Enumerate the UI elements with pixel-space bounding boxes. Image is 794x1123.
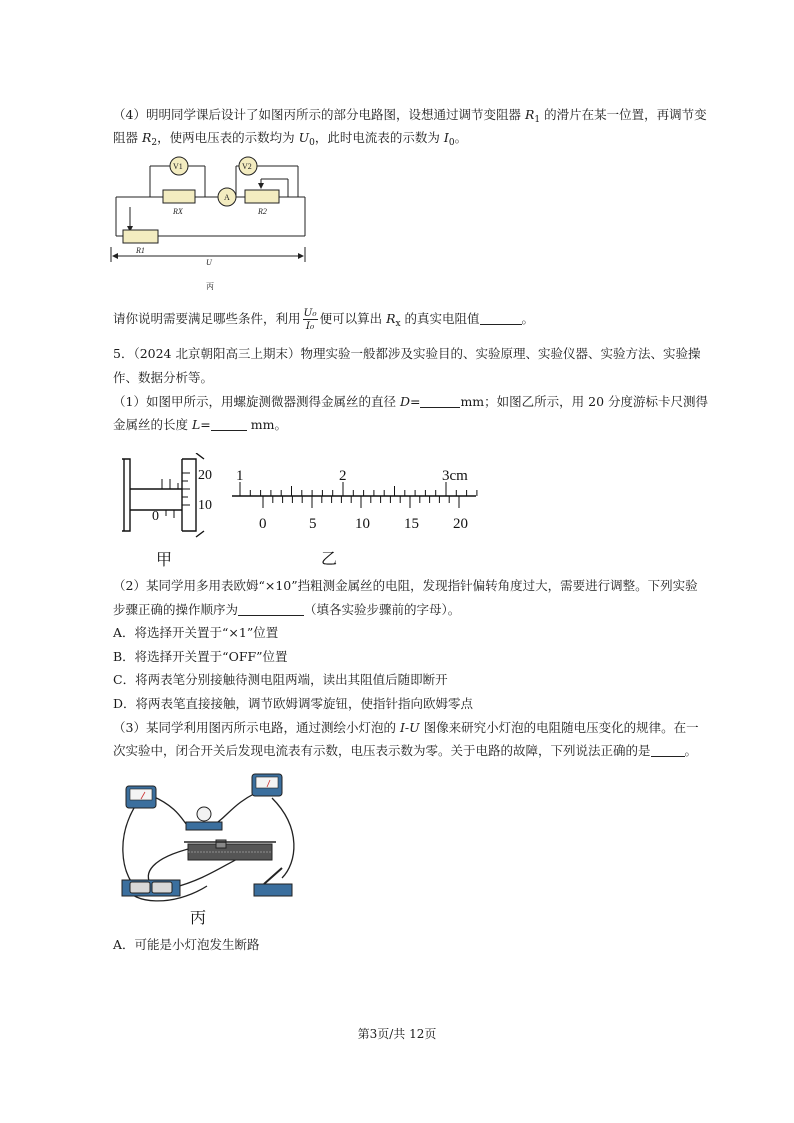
q5-part2-line2: 步骤正确的操作顺序为 （填各实验步骤前的字母）。 [113,602,461,617]
q4-line3: 请你说明需要满足哪些条件，利用 $\frac{\text{U₀}}{\text{I₀}}$ 便可以算出 $R_x$ 的真实电阻值 。 [113,307,535,332]
v1-label: V1 [173,162,183,171]
micrometer-tick-10: 10 [198,498,212,513]
u-label: U [206,258,212,267]
q5-part1-line2: 金属丝的长度 L= mm。 [113,417,287,432]
q4-line1: （4）明明同学课后设计了如图丙所示的部分电路图，设想通过调节变阻器 $R_1$ 的滑片在某一位置，再调节变 [113,107,707,125]
answer-blank-l[interactable] [211,418,247,431]
option-a-part3: A．可能是小灯泡发生断路 [113,937,260,952]
answer-blank-order[interactable] [238,603,304,616]
voltmeter-device [252,774,282,796]
q5-header-line1: 5．（2024 北京朝阳高三上期末）物理实验一般都涉及实验目的、实验原理、实验仪器、实验方法、实验操 [113,346,701,361]
caliper-vernier-label-20: 20 [453,516,468,532]
lamp-device [186,807,222,830]
caliper-main-label-3cm: 3cm [442,468,468,484]
ammeter-label: A [224,193,230,202]
q5-part2-line1: （2）某同学用多用表欧姆“×10”挡粗测金属丝的电阻，发现指针偏转角度过大，需要进行调整。下列实验 [113,578,698,593]
q5-part3-line2: 次实验中，闭合开关后发现电流表有示数，电压表示数为零。关于电路的故障，下列说法正确的是 。 [113,743,698,758]
caliper-vernier-label-5: 5 [309,516,317,532]
q5-part3-line1: （3）某同学利用图丙所示电路，通过测绘小灯泡的 I-U 图像来研究小灯泡的电阻随电压变化的规律。在一 [113,720,699,735]
r2-resistor [245,190,279,203]
caliper-vernier-label-0: 0 [259,516,267,532]
rx-resistor [163,190,195,203]
option-b: B．将选择开关置于“OFF”位置 [113,649,288,664]
page-footer: 第3页/共 12页 [357,1027,437,1041]
ammeter-device [126,786,156,808]
circuit-diagram [108,152,313,292]
photo-caption: 丙 [190,910,207,927]
micrometer-tick-20: 20 [198,468,212,483]
micrometer-caption: 甲 [156,552,173,569]
q5-header-line2: 作、数据分析等。 [113,370,214,385]
option-d: D．将两表笔直接接触，调节欧姆调零旋钮，使指针指向欧姆零点 [113,696,474,711]
r1-label: R1 [136,246,145,255]
u0-over-i0: $\frac{\text{U₀}}{\text{I₀}}$ [303,307,317,332]
battery-device [122,880,180,896]
r2-label: R2 [258,207,267,216]
caliper-figure [226,460,486,570]
caliper-vernier-label-15: 15 [404,516,419,532]
v2-label: V2 [242,162,252,171]
circuit-caption: 丙 [206,282,214,291]
caliper-main-label-1: 1 [236,468,244,484]
apparatus-illustration [112,768,302,930]
caliper-main-label-2: 2 [339,468,347,484]
micrometer-tick-0: 0 [152,509,159,524]
caliper-caption: 乙 [321,551,338,568]
option-a: A．将选择开关置于“×1”位置 [113,625,279,640]
q4-line2: 阻器 $R_2$，使两电压表的示数均为 $U_0$，此时电流表的示数为 $I_0$。 [113,130,468,148]
option-c: C．将两表笔分别接触待测电阻两端，读出其阻值后随即断开 [113,672,448,687]
answer-blank-fault[interactable] [651,744,685,757]
rheostat-device [184,840,276,860]
micrometer-figure [118,453,228,573]
q5-part1-line1: （1）如图甲所示，用螺旋测微器测得金属丝的直径 D= mm；如图乙所示，用 20 分度游标卡尺测得 [113,394,709,409]
answer-blank-rx[interactable] [480,312,522,325]
answer-blank-d[interactable] [420,395,460,408]
caliper-vernier-label-10: 10 [355,516,370,532]
r1-resistor [123,230,158,243]
rx-label: RX [173,207,183,216]
